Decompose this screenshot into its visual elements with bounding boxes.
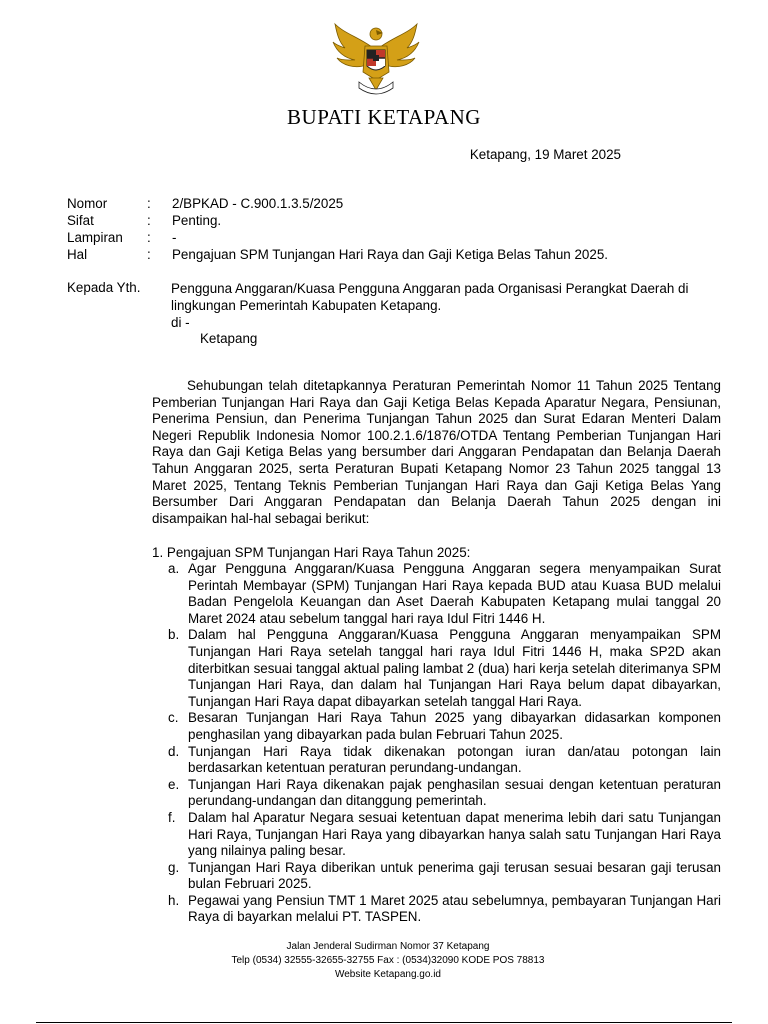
list-item: d. Tunjangan Hari Raya tidak dikenakan potongan iuran dan/atau potongan lain berdasarkan ketentuan peraturan perundang-undangan. bbox=[168, 743, 721, 776]
section-1-items bbox=[168, 561, 721, 926]
recipient-name: Pengguna Anggaran/Kuasa Pengguna Anggaran pada Organisasi Perangkat Daerah di lingkungan Pemerintah Kabupaten Ketapang. bbox=[171, 281, 689, 313]
list-item: g. Tunjangan Hari Raya diberikan untuk penerima gaji terusan sesuai besaran gaji terusan bulan Februari 2025. bbox=[168, 859, 721, 892]
letter-meta bbox=[67, 196, 608, 264]
letter-footer bbox=[0, 940, 768, 982]
list-item: a. Agar Pengguna Anggaran/Kuasa Pengguna Anggaran segera menyampaikan Surat Perintah Membayar (SPM) Tunjangan Hari Raya kepada BUD atau Kuasa BUD melalui Badan Pengelola Keuangan dan Aset Daerah Kabupaten Ketapang mulai tanggal 20 Maret 2024 atau sebelum tanggal hari raya Idul Fitri 1446 H. bbox=[168, 561, 721, 626]
recipient-city: Ketapang bbox=[200, 331, 258, 346]
recipient-label: Kepada Yth. bbox=[67, 280, 141, 295]
recipient-di: di - bbox=[171, 315, 190, 330]
intro-paragraph: Sehubungan telah ditetapkannya Peraturan Pemerintah Nomor 11 Tahun 2025 Tentang Pemberian Tunjangan Hari Raya dan Gaji Ketiga Belas Kepada Aparatur Negara, Pensiunan, Penerima Pensiun, dan Penerima Tunjangan Tahun 2025 dan Surat Edaran Menteri Dalam Negeri Republik Indonesia Nomor 100.2.1.6/1876/OTDA Tentang Pemberian Tunjangan Hari Raya dan Gaji Ketiga Belas yang bersumber dari Anggaran Pendapatan dan Belanja Daerah Tahun Anggaran 2025, serta Peraturan Bupati Ketapang Nomor 23 Tahun 2025 tanggal 13 Maret 2025, Tentang Teknis Pemberian Tunjangan Hari Raya dan Gaji Ketiga Belas Yang Bersumber Dari Anggaran Pendapatan dan Belanja Daerah Tahun 2025 dengan ini disampaikan hal-hal sebagai berikut: bbox=[152, 378, 721, 526]
section-1-heading: 1. Pengajuan SPM Tunjangan Hari Raya Tahun 2025: bbox=[152, 545, 471, 560]
footer-divider bbox=[36, 1022, 732, 1023]
footer-phone: Telp (0534) 32555-32655-32755 Fax : (0534)32090 KODE POS 78813 bbox=[231, 955, 545, 966]
letter-title: BUPATI KETAPANG bbox=[287, 105, 481, 129]
list-item: c. Besaran Tunjangan Hari Raya Tahun 2025 yang dibayarkan didasarkan komponen penghasilan yang dibayarkan pada bulan Februari Tahun 2025. bbox=[168, 710, 721, 742]
footer-website: Website Ketapang.go.id bbox=[334, 969, 441, 980]
garuda-emblem-icon bbox=[331, 20, 421, 98]
meta-row-hal: Hal : Pengajuan SPM Tunjangan Hari Raya dan Gaji Ketiga Belas Tahun 2025. bbox=[67, 247, 608, 262]
list-item: f. Dalam hal Aparatur Negara sesuai ketentuan dapat menerima lebih dari satu Tunjangan Hari Raya, Tunjangan Hari Raya yang dibayarkan hanya salah satu Tunjangan Hari Raya yang nilainya paling besar. bbox=[168, 809, 721, 859]
meta-row-nomor: Nomor : 2/BPKAD - C.900.1.3.5/2025 bbox=[67, 196, 344, 211]
list-item: h. Pegawai yang Pensiun TMT 1 Maret 2025 atau sebelumnya, pembayaran Tunjangan Hari Raya di bayarkan melalui PT. TASPEN. bbox=[168, 892, 721, 925]
meta-row-lampiran: Lampiran : - bbox=[67, 230, 177, 245]
list-item: b. Dalam hal Pengguna Anggaran/Kuasa Pengguna Anggaran menyampaikan SPM Tunjangan Hari Raya setelah tanggal hari raya Idul Fitri 1446 H, maka SP2D akan diterbitkan sesuai tanggal aktual paling lambat 2 (dua) hari kerja setelah diterimanya SPM Tunjangan Hari Raya, dan dalam hal Tunjangan Hari Raya belum dapat dibayarkan, Tunjangan Hari Raya dapat dibayarkan setelah tanggal Hari Raya. bbox=[168, 627, 721, 709]
list-item: e. Tunjangan Hari Raya dikenakan pajak penghasilan sesuai dengan ketentuan peraturan perundang-undangan dan ditanggung pemerintah. bbox=[168, 776, 721, 809]
meta-row-sifat: Sifat : Penting. bbox=[67, 213, 222, 228]
letter-date: Ketapang, 19 Maret 2025 bbox=[469, 147, 621, 162]
footer-address: Jalan Jenderal Sudirman Nomor 37 Ketapang bbox=[286, 941, 490, 952]
